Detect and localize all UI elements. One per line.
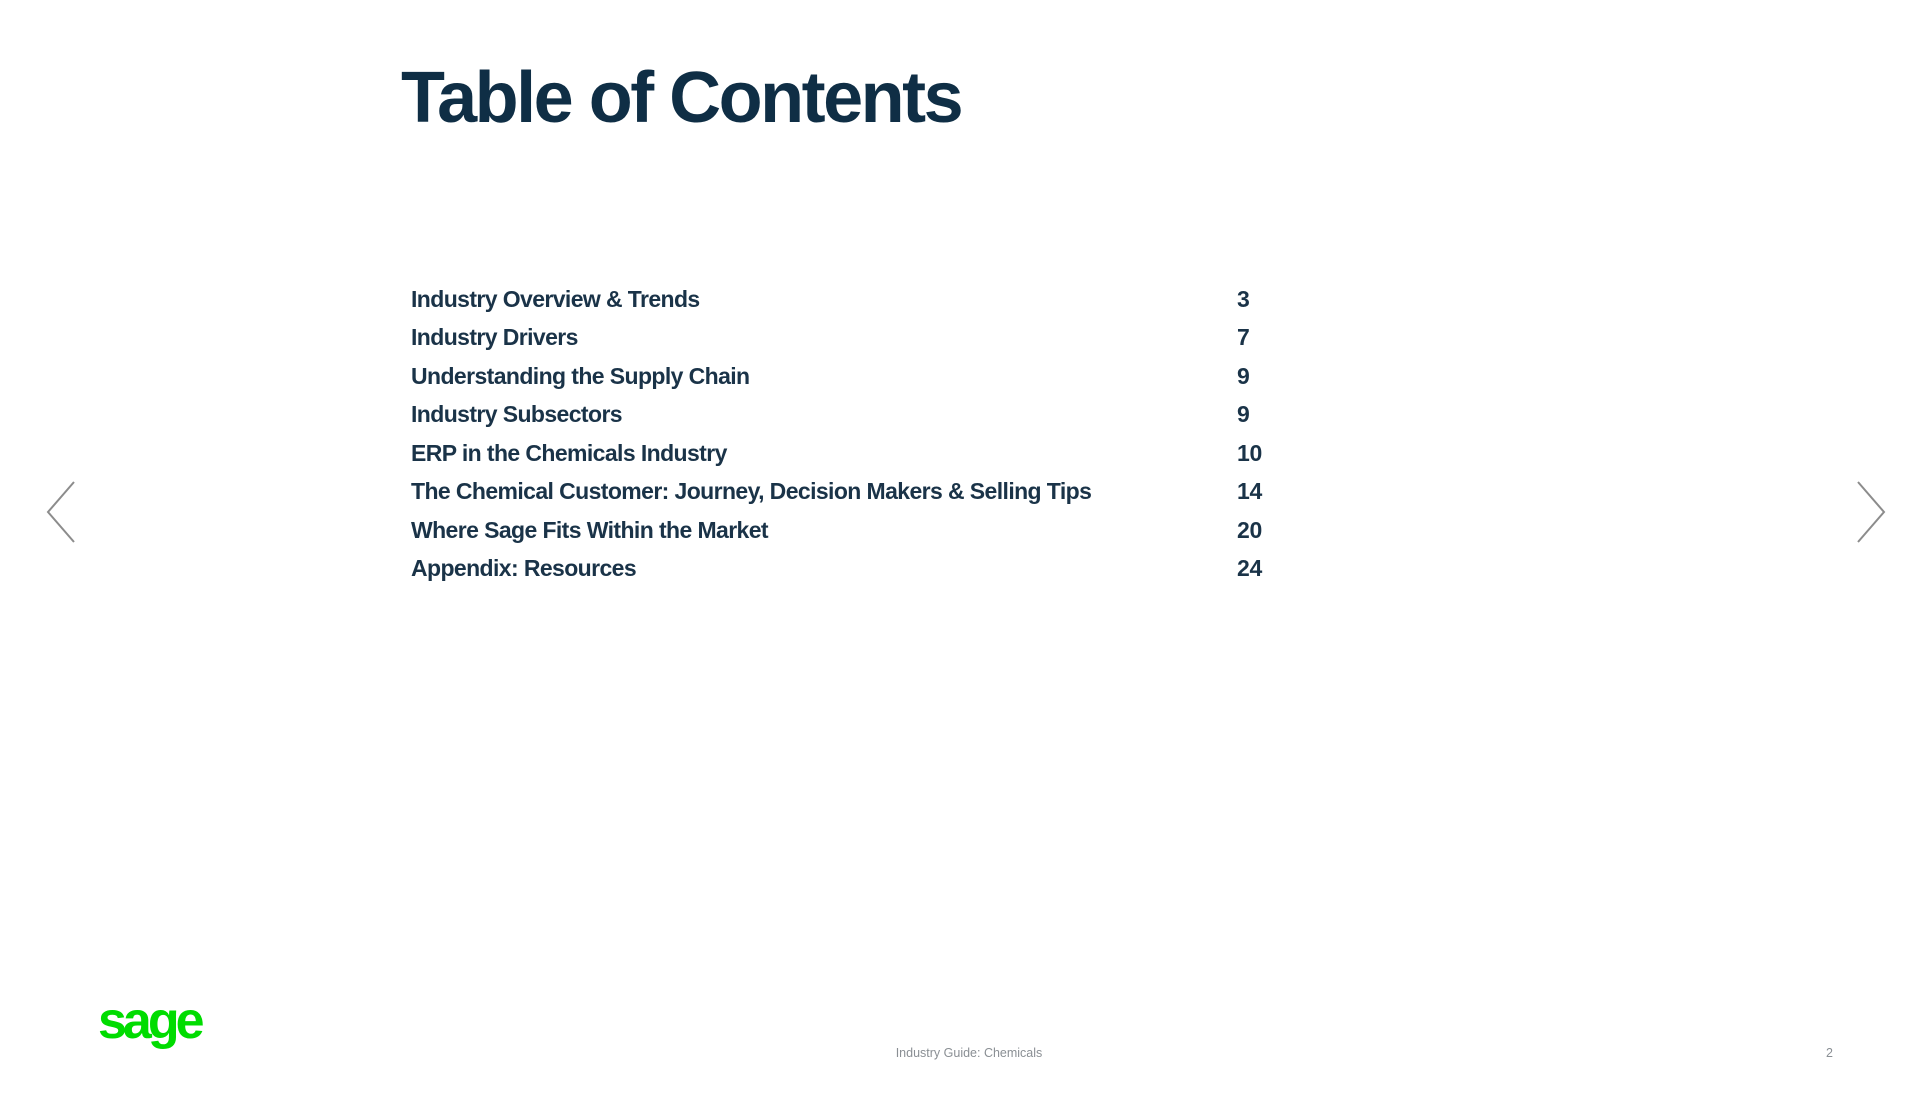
chevron-right-icon: [1852, 480, 1888, 544]
toc-entry-label: Industry Drivers: [411, 324, 578, 351]
toc-entry-page-number: 9: [1237, 362, 1250, 389]
next-page-button[interactable]: [1852, 480, 1888, 544]
toc-entry-industry-overview[interactable]: [411, 280, 1291, 319]
toc-entry-where-sage-fits[interactable]: [411, 511, 1291, 550]
logo-text: sage: [98, 998, 201, 1050]
toc-entry-page-number: 9: [1237, 401, 1250, 428]
toc-entry-page-number: 24: [1237, 555, 1262, 582]
toc-entry-page-number: 14: [1237, 478, 1262, 505]
page-title: Table of Contents: [401, 58, 962, 138]
toc-entry-label: The Chemical Customer: Journey, Decision Makers & Selling Tips: [411, 478, 1092, 505]
toc-entry-appendix-resources[interactable]: [411, 550, 1291, 589]
toc-entry-page-number: 20: [1237, 516, 1262, 543]
toc-entry-erp-chemicals[interactable]: [411, 434, 1291, 473]
toc-entry-label: Understanding the Supply Chain: [411, 362, 750, 389]
footer-document-title: Industry Guide: Chemicals: [895, 1046, 1043, 1060]
toc-entry-page-number: 3: [1237, 285, 1250, 312]
toc-entry-label: Industry Overview & Trends: [411, 285, 700, 312]
toc-entry-label: ERP in the Chemicals Industry: [411, 439, 727, 466]
toc-entry-label: Industry Subsectors: [411, 401, 622, 428]
previous-page-button[interactable]: [44, 480, 80, 544]
toc-entry-supply-chain[interactable]: [411, 357, 1291, 396]
toc-entry-page-number: 7: [1237, 324, 1250, 351]
toc-entry-industry-subsectors[interactable]: [411, 396, 1291, 435]
toc-entry-chemical-customer[interactable]: [411, 473, 1291, 512]
toc-entry-label: Appendix: Resources: [411, 555, 637, 582]
toc-entry-page-number: 10: [1237, 439, 1262, 466]
footer-page-number: 2: [1826, 1046, 1833, 1060]
toc-entry-industry-drivers[interactable]: [411, 319, 1291, 358]
chevron-left-icon: [44, 480, 80, 544]
toc-entry-label: Where Sage Fits Within the Market: [411, 516, 768, 543]
table-of-contents: [411, 280, 1291, 588]
